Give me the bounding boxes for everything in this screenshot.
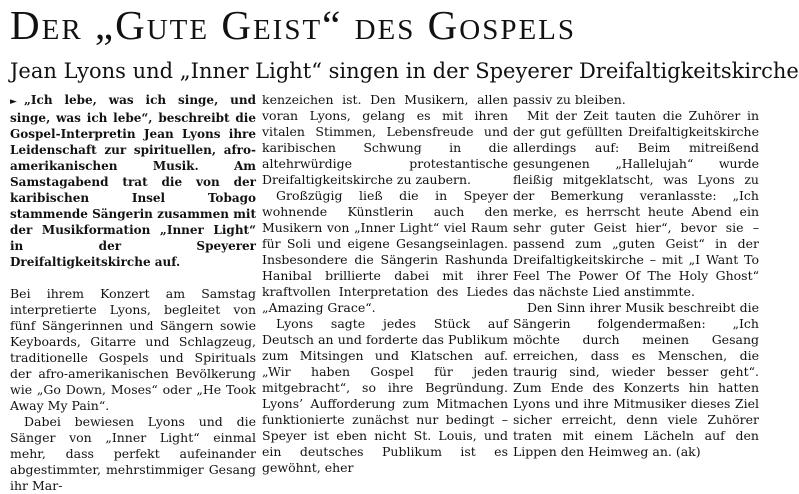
lead-paragraph xyxy=(10,92,256,270)
article-column-1 xyxy=(10,92,256,493)
body-paragraph: Lyons sagte jedes Stück auf Deutsch an und forderte das Publikum zum Mitsingen und Klatschen auf. „Wir haben Gospel für jeden mitgebracht“, so ihre Begründung. Lyons’ Aufforderung zum Mitmachen funktionierte zunächst nur bedingt – Speyer ist eben nicht St. Louis, und ein deutsches Publikum ist es gewöhnt, eher xyxy=(262,316,508,475)
body-paragraph: Den Sinn ihrer Musik beschreibt die Sängerin folgendermaßen: „Ich möchte durch meinen Gesang erreichen, dass es Menschen, die traurig sind, wieder besser geht“. Zum Ende des Konzerts hin hatten Lyons und ihre Mitmusiker dieses Ziel sicher erreicht, denn viele Zuhörer traten mit einem Lächeln auf den Lippen den Heimweg an. (ak) xyxy=(513,300,759,459)
article-headline: Der „Gute Geist“ des Gospels xyxy=(10,2,577,48)
body-paragraph: passiv zu bleiben. xyxy=(513,92,626,107)
body-paragraph: Mit der Zeit tauten die Zuhörer in der gut gefüllten Dreifaltigkeitskirche allerdings auf: Beim mitreißend gesungenen „Hallelujah“ wurde fleißig mitgeklatscht, was Lyons zu der Bemerkung veranlasste: „Ich merke, es herrscht heute Abend ein sehr guter Geist hier“, bevor sie – passend zum „guten Geist“ in der Dreifaltigkeitskirche – mit „I Want To Feel The Power Of The Holy Ghost“ das nächste Lied anstimmte. xyxy=(513,108,759,299)
arrow-marker-icon: ► xyxy=(10,97,17,107)
article-column-3 xyxy=(513,92,759,470)
article-subheadline: Jean Lyons und „Inner Light“ singen in der Speyerer Dreifaltigkeitskirche xyxy=(10,59,799,83)
body-paragraph: kenzeichen ist. Den Musikern, allen voran Lyons, gelang es mit ihren vitalen Stimmen, Lebensfreude und karibischen Schwung in die altehrwürdige protestantische Dreifaltigkeitskirche zu zaubern. xyxy=(262,92,508,187)
body-paragraph: Bei ihrem Konzert am Samstag interpretierte Lyons, begleitet von fünf Sängerinnen und Sängern sowie Keyboards, Gitarre und Schlagzeug, traditionelle Gospels und Spirituals der afro-amerikanischen Bevölkerung wie „Go Down, Moses“ oder „He Took Away My Pain“. xyxy=(10,286,256,413)
body-paragraph: Dabei bewiesen Lyons und die Sänger von „Inner Light“ einmal mehr, dass perfekt aufeinander abgestimmter, mehrstimmiger Gesang ihr Mar- xyxy=(10,414,256,493)
lead-text: „Ich lebe, was ich singe, und singe, was ich lebe“, beschreibt die Gospel-Interpretin Jean Lyons ihre Leidenschaft zur spirituellen, afro-amerikanischen Musik. Am Samstagabend trat die von der karibischen Insel Tobago stammende Sängerin zusammen mit der Musikformation „Inner Light“ in der Speyerer Dreifaltigkeitskirche auf. xyxy=(10,93,256,269)
body-paragraph: Großzügig ließ die in Speyer wohnende Künstlerin auch den Musikern von „Inner Light“ viel Raum für Soli und eigene Gesangseinlagen. Insbesondere die Sängerin Rashunda Hanibal brillierte dabei mit ihrer kraftvollen Interpretation des Liedes „Amazing Grace“. xyxy=(262,188,508,315)
article-column-2 xyxy=(262,92,508,475)
